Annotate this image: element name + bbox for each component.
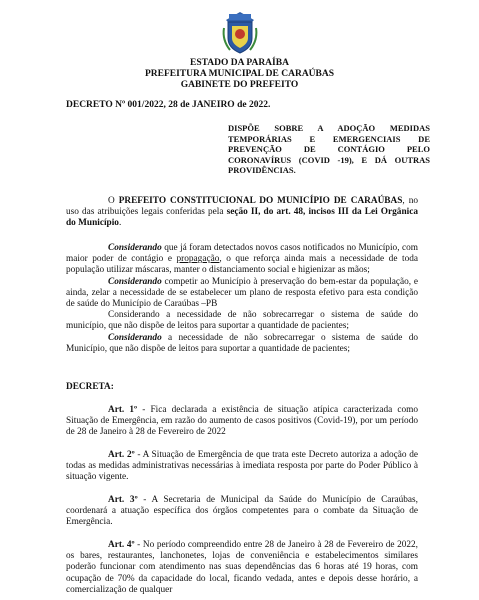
article-text: - Fica declarada a existência de situação atípica caracterizada como Situação de Emergência, em razão do aumento de casos positivos (Covid-19), por um período de 28 de Janeiro à 28 de Fevereiro de 2022 — [66, 405, 418, 438]
article-3 — [66, 495, 418, 529]
article-label: Art. 2º — [108, 450, 135, 460]
considerando-text: competir ao Município à preservação do bem-estar da população, e ainda, zelar a necessidade de se estabelecer um plano de resposta efetivo para esta condição de saúde do Município de Caraúbas –PB — [66, 276, 418, 310]
considerando-1 — [66, 243, 418, 277]
article-text: - A Situação de Emergência de que trata este Decreto autoriza a adoção de todas as medidas administrativas necessárias à imediata resposta por parte do Poder Público à situação vigente. — [66, 450, 418, 483]
considerando-lead: Considerando — [108, 243, 162, 253]
preamble-text-2: , no uso das atribuições legais conferidas pela — [66, 196, 418, 218]
considerando-lead: Considerando — [108, 332, 162, 343]
considerando-text-end: , o que reforça ainda mais a necessidade de toda população utilizar máscaras, manter o distanciamento social e higienizar as mãos; — [66, 254, 419, 276]
decreta-label: DECRETA: — [66, 382, 114, 392]
header-prefeitura: PREFEITURA MUNICIPAL DE CARAÚBAS — [144, 69, 335, 79]
considerando-text: a necessidade de não sobrecarregar o sistema de saúde do Município, que não dispõe de leitos para suportar a quantidade de pacientes; — [66, 332, 418, 354]
article-text: - A Secretaria de Municipal da Saúde do Município de Caraúbas, coordenará a atuação específica dos órgãos competentes para o combate da Situação de Emergência. — [66, 495, 418, 528]
considerando-lead: Considerando — [108, 276, 162, 287]
article-label: Art. 1º — [108, 405, 138, 415]
considerandos-section — [66, 243, 418, 355]
preamble-law-reference: seção II, do art. 48, incisos III da Lei Orgânica do Município — [66, 207, 418, 229]
decree-title: DECRETO Nº 001/2022, 28 de JANEIRO de 2022. — [66, 100, 271, 110]
header-state: ESTADO DA PARAÍBA — [190, 58, 289, 68]
article-1 — [66, 405, 418, 439]
municipal-coat-of-arms-icon — [220, 8, 260, 56]
article-label: Art. 3º — [108, 495, 138, 505]
considerando-4 — [66, 333, 418, 355]
preamble — [66, 196, 418, 230]
header-gabinete: GABINETE DO PREFEITO — [180, 80, 299, 90]
preamble-mayor: PREFEITO CONSTITUCIONAL DO MUNICÍPIO DE CARAÚBAS — [118, 196, 403, 206]
document-header — [0, 58, 479, 91]
preamble-text-3: . — [118, 218, 122, 229]
article-2 — [66, 450, 418, 484]
article-text: - No período compreendido entre 28 de Janeiro à 28 de Fevereiro de 2022, os bares, restaurantes, lanchonetes, lojas de conveniência e estabelecimentos similares poderão funcionar com atendimento nas suas dependências das 6 horas até 19 horas, com ocupação de 70% da capacidade do local, ficando vedada, antes e depois desse horário, a comercialização de qualquer — [66, 540, 418, 595]
considerando-3 — [66, 310, 418, 332]
preamble-text-1: O — [108, 196, 119, 206]
considerando-text: Considerando a necessidade de não sobrecarregar o sistema de saúde do município, que não dispõe de leitos para suportar a quantidade de pacientes; — [66, 310, 418, 332]
article-label: Art. 4º — [108, 540, 135, 550]
considerando-2 — [66, 277, 418, 311]
article-4 — [66, 540, 418, 596]
decreta-heading — [66, 382, 418, 393]
considerando-text: que já foram detectados novos casos notificados no Município, com maior poder de contágio e — [66, 243, 418, 265]
decree-summary: DISPÕE SOBRE A ADOÇÃO MEDIDAS TEMPORÁRIAS E EMERGENCIAIS DE PREVENÇÃO DE CONTÁGIO PELO CORONAVÍRUS (COVID -19), E DÁ OUTRAS PROVIDÊNCIAS. — [228, 123, 430, 176]
considerando-underlined: propagação — [176, 254, 220, 265]
